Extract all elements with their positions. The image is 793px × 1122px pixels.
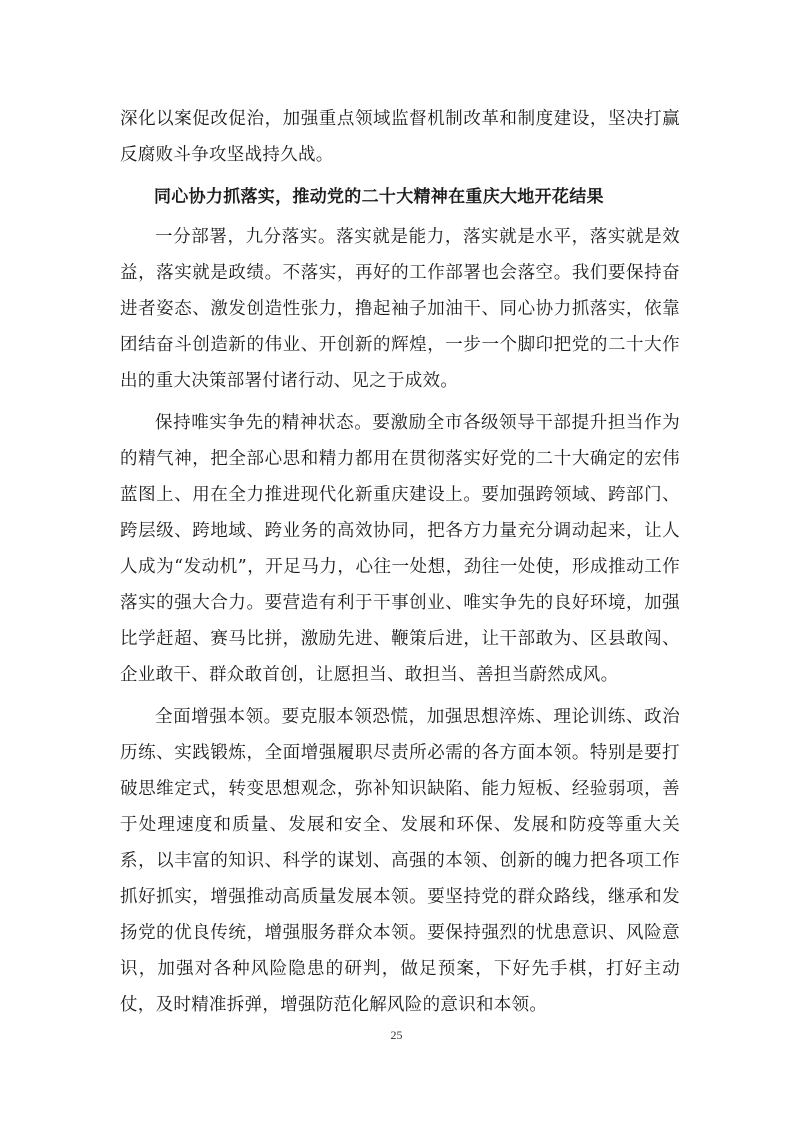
page-number: 25 <box>390 1028 403 1042</box>
continuation-paragraph: 深化以案促改促治，加强重点领域监督机制改革和制度建设，坚决打赢反腐败斗争攻坚战持久战。 <box>120 109 680 165</box>
section-heading: 同心协力抓落实，推动党的二十大精神在重庆大地开花结果 <box>154 187 604 207</box>
paragraph-2: 保持唯实争先的精神状态。要激励全市各级领导干部提升担当作为的精气神，把全部心思和精力都用在贯彻落实好党的二十大确定的宏伟蓝图上、用在全力推进现代化新重庆建设上。要加强跨领域、跨部门、跨层级、跨地域、跨业务的高效协同，把各方力量充分调动起来，让人人成为“发动机”，开足马力，心往一处想，劲往一处使，形成推动工作落实的强大合力。要营造有利于干事创业、唯实争先的良好环境，加强比学赶超、赛马比拼，激励先进、鞭策后进，让干部敢为、区县敢闯、企业敢干、群众敢首创，让愿担当、敢担当、善担当蔚然成风。 <box>120 413 680 685</box>
paragraph-1: 一分部署，九分落实。落实就是能力，落实就是水平，落实就是效益，落实就是政绩。不落实，再好的工作部署也会落空。我们要保持奋进者姿态、激发创造性张力，撸起袖子加油干、同心协力抓落实，依靠团结奋斗创造新的伟业、开创新的辉煌，一步一个脚印把党的二十大作出的重大决策部署付诸行动、见之于成效。 <box>120 227 680 391</box>
paragraph-3: 全面增强本领。要克服本领恐慌，加强思想淬炼、理论训练、政治历练、实践锻炼，全面增强履职尽责所必需的各方面本领。特别是要打破思维定式，转变思想观念，弥补知识缺陷、能力短板、经验弱项，善于处理速度和质量、发展和安全、发展和环保、发展和防疫等重大关系，以丰富的知识、科学的谋划、高强的本领、创新的魄力把各项工作抓好抓实，增强推动高质量发展本领。要坚持党的群众路线，继承和发扬党的优良传统，增强服务群众本领。要保持强烈的忧患意识、风险意识，加强对各种风险隐患的研判，做足预案，下好先手棋，打好主动仗，及时精准拆弹，增强防范化解风险的意识和本领。 <box>120 707 680 1015</box>
body-text <box>120 101 680 1023</box>
